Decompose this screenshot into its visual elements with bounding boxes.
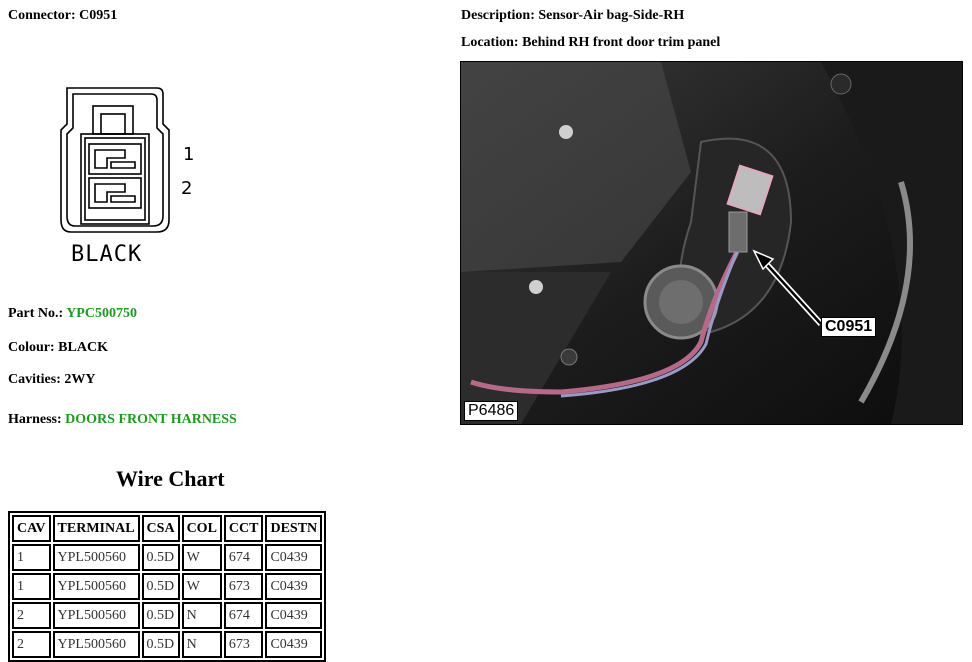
- cell-col: W: [182, 573, 222, 600]
- table-row: [12, 573, 322, 600]
- cell-terminal: YPL500560: [53, 602, 140, 629]
- harness-value: DOORS FRONT HARNESS: [65, 412, 237, 427]
- cell-cct: 673: [224, 631, 264, 658]
- header-terminal: TERMINAL: [53, 515, 140, 542]
- wire-chart-header-row: [12, 515, 322, 542]
- harness-line: [8, 412, 237, 428]
- part-number-label: Part No.:: [8, 306, 64, 321]
- harness-label: Harness:: [8, 412, 62, 427]
- colour-value: BLACK: [58, 340, 108, 355]
- pin-number-2: 2: [181, 178, 193, 199]
- connector-colour-caption: BLACK: [71, 242, 143, 267]
- location-label: Location:: [461, 35, 519, 50]
- table-row: [12, 631, 322, 658]
- connector-diagram: [55, 80, 215, 280]
- connector-label: Connector:: [8, 8, 76, 23]
- cell-col: N: [182, 631, 222, 658]
- header-cav: CAV: [12, 515, 51, 542]
- table-row: [12, 544, 322, 571]
- pin-number-1: 1: [183, 144, 195, 165]
- location-value: Behind RH front door trim panel: [522, 35, 721, 50]
- cell-csa: 0.5D: [142, 573, 180, 600]
- cell-cct: 674: [224, 544, 264, 571]
- photo-connector-callout: C0951: [821, 317, 876, 337]
- location-line: [461, 35, 720, 51]
- wire-chart-title: Wire Chart: [116, 466, 225, 491]
- wire-chart-table: [8, 511, 326, 662]
- cell-destn: C0439: [265, 544, 322, 571]
- description-value: Sensor-Air bag-Side-RH: [538, 8, 685, 23]
- cell-destn: C0439: [265, 631, 322, 658]
- cell-terminal: YPL500560: [53, 631, 140, 658]
- part-number-value: YPC500750: [66, 306, 137, 321]
- cell-cct: 673: [224, 573, 264, 600]
- cell-col: W: [182, 544, 222, 571]
- cell-terminal: YPL500560: [53, 544, 140, 571]
- cavities-line: [8, 372, 96, 388]
- cell-cct: 674: [224, 602, 264, 629]
- cell-destn: C0439: [265, 573, 322, 600]
- cavities-label: Cavities:: [8, 372, 61, 387]
- cell-cav: 1: [12, 544, 51, 571]
- cell-terminal: YPL500560: [53, 573, 140, 600]
- description-line: [461, 8, 684, 24]
- connector-value: C0951: [79, 8, 118, 23]
- cell-cav: 2: [12, 602, 51, 629]
- description-label: Description:: [461, 8, 535, 23]
- cavities-value: 2WY: [64, 372, 96, 387]
- photo-reference-number: P6486: [464, 401, 518, 421]
- connector-heading: [8, 8, 117, 24]
- header-csa: CSA: [142, 515, 180, 542]
- header-destn: DESTN: [265, 515, 322, 542]
- header-col: COL: [182, 515, 222, 542]
- cell-cav: 1: [12, 573, 51, 600]
- cell-col: N: [182, 602, 222, 629]
- header-cct: CCT: [224, 515, 264, 542]
- cell-csa: 0.5D: [142, 544, 180, 571]
- cell-destn: C0439: [265, 602, 322, 629]
- door-panel-photo: [461, 62, 962, 424]
- location-photo: [460, 61, 963, 425]
- cell-csa: 0.5D: [142, 602, 180, 629]
- cell-cav: 2: [12, 631, 51, 658]
- table-row: [12, 602, 322, 629]
- colour-line: [8, 340, 108, 356]
- cell-csa: 0.5D: [142, 631, 180, 658]
- part-number-line: [8, 306, 137, 322]
- colour-label: Colour:: [8, 340, 55, 355]
